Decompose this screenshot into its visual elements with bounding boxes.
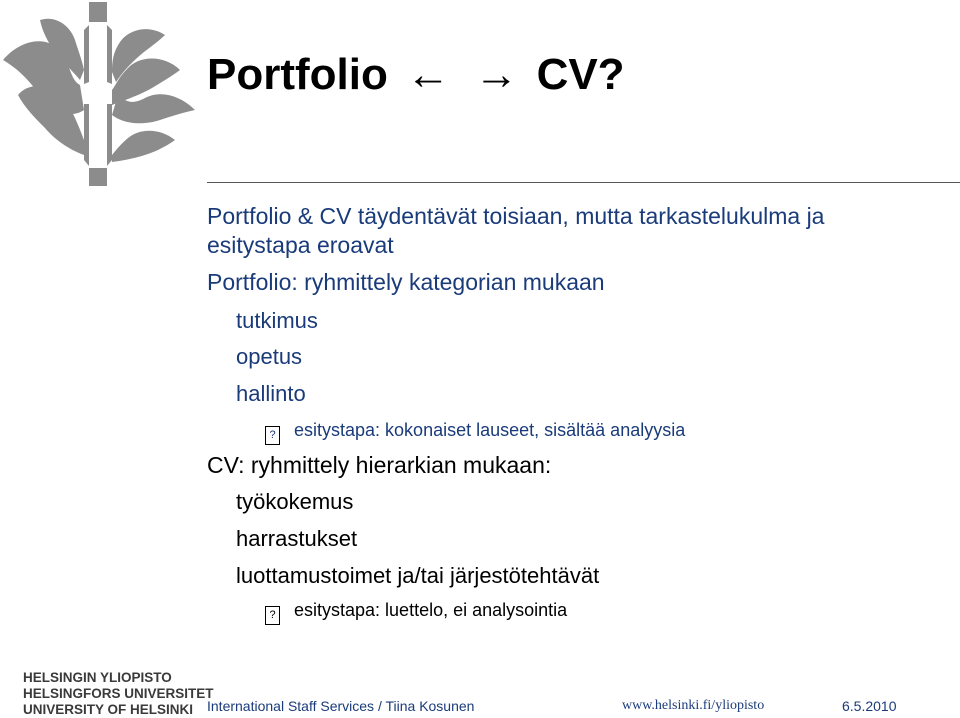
bullet-line: Portfolio: ryhmittely kategorian mukaan: [207, 269, 605, 295]
missing-glyph-icon: ?: [265, 426, 280, 445]
title-right: CV?: [536, 50, 625, 99]
title-left: Portfolio: [207, 50, 388, 99]
sub-bullet-line: tutkimus: [236, 308, 318, 333]
sub-bullet-line: opetus: [236, 344, 303, 369]
arrow-left-icon: ←: [406, 50, 451, 99]
university-flame-logo: [0, 0, 200, 190]
wordmark-line: HELSINGIN YLIOPISTO: [23, 670, 172, 685]
bullet-line: esitystapa eroavat: [207, 232, 394, 258]
footer-url: www.helsinki.fi/yliopisto: [622, 698, 765, 713]
footer-date: 6.5.2010: [842, 698, 897, 714]
sub-bullet-line: harrastukset: [236, 526, 358, 551]
sub-bullet-line: työkokemus: [236, 489, 354, 514]
sub-sub-bullet-line: ? esitystapa: luettelo, ei analysointia: [265, 601, 567, 625]
title-divider: [207, 182, 960, 183]
bullet-line: Portfolio & CV täydentävät toisiaan, mutta tarkastelukulma ja: [207, 203, 825, 229]
sub-sub-bullet-line: ? esitystapa: kokonaiset lauseet, sisältää analyysia: [265, 421, 685, 445]
footer-author: International Staff Services / Tiina Kosunen: [207, 698, 475, 714]
arrow-right-icon: →: [474, 50, 519, 99]
university-wordmark: [23, 670, 214, 718]
sub-bullet-line: hallinto: [236, 381, 306, 406]
wordmark-line: HELSINGFORS UNIVERSITET: [23, 686, 214, 701]
bullet-line: CV: ryhmittely hierarkian mukaan:: [207, 452, 552, 478]
slide-title: [207, 50, 625, 100]
wordmark-line: UNIVERSITY OF HELSINKI: [23, 702, 194, 717]
sub-bullet-line: luottamustoimet ja/tai järjestötehtävät: [236, 563, 600, 588]
missing-glyph-icon: ?: [265, 606, 280, 625]
